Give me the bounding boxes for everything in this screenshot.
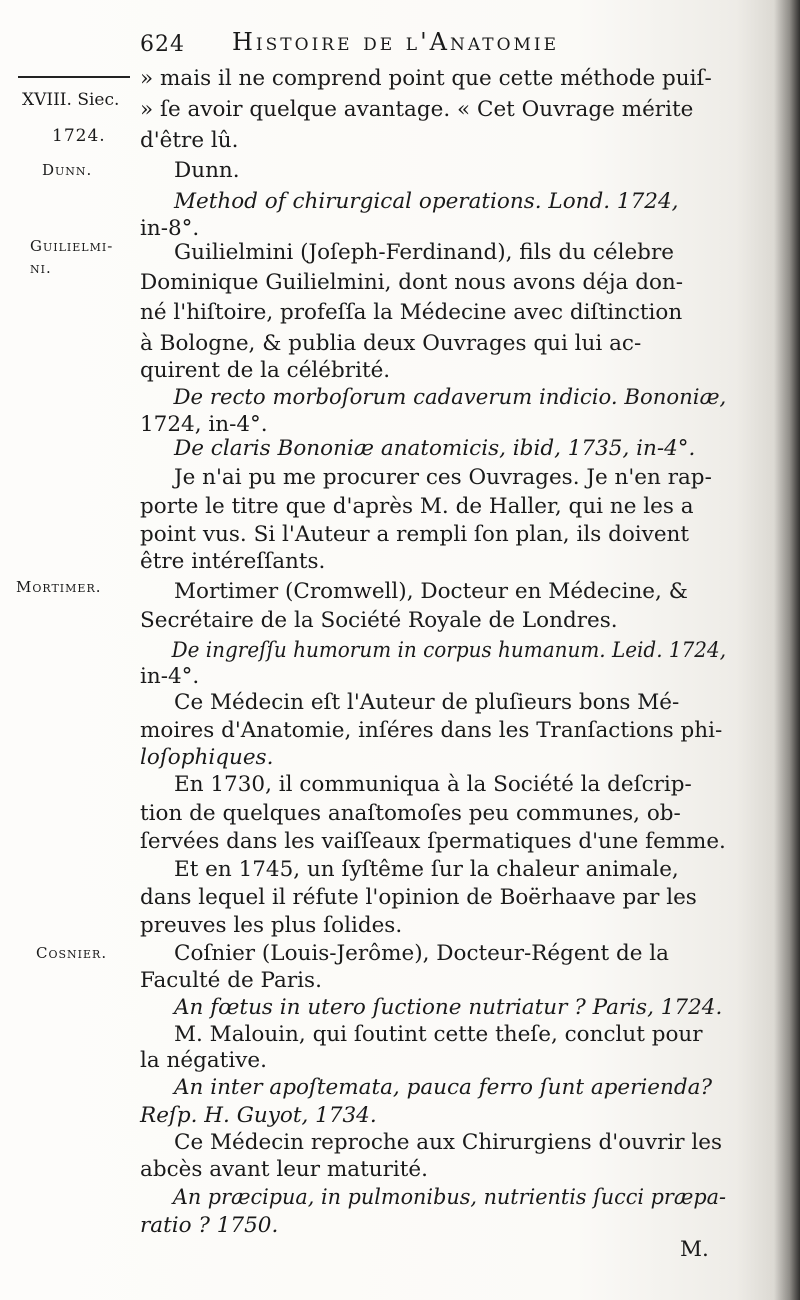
text-line: in-4°. (140, 664, 200, 689)
text-line: Dominique Guilielmini, dont nous avons déja don- (140, 270, 684, 295)
text-line: Ce Médecin reproche aux Chirurgiens d'ouvrir les (174, 1130, 723, 1155)
text-line: à Bologne, & publia deux Ouvrages qui lui ac- (140, 331, 642, 356)
text-line: » ſe avoir quelque avantage. « Cet Ouvrage mérite (140, 97, 694, 122)
margin-entry-mortimer: Mortimer. (16, 578, 102, 596)
text-line: être intéreſſants. (140, 549, 326, 574)
text-line: loſophiques. (140, 745, 274, 770)
page-gutter-shadow (774, 0, 800, 1300)
text-line: quirent de la célébrité. (140, 358, 391, 383)
margin-rule (18, 76, 130, 78)
text-line: dans lequel il réfute l'opinion de Boërhaave par les (140, 885, 697, 910)
text-line: Guilielmini (Joſeph-Ferdinand), fils du célebre (174, 240, 674, 265)
text-line: d'être lû. (140, 128, 239, 153)
text-line: M. Malouin, qui ſoutint cette theſe, conclut pour (174, 1022, 703, 1047)
text-line: Je n'ai pu me procurer ces Ouvrages. Je n'en rap- (174, 465, 712, 490)
text-line: Ce Médecin eſt l'Auteur de pluſieurs bons Mé- (174, 690, 680, 715)
text-line: Secrétaire de la Société Royale de Londres. (140, 608, 618, 633)
margin-entry-guilielmini-1: Guilielmi- (30, 237, 114, 255)
text-line: la négative. (140, 1048, 267, 1073)
text-line: An præcipua, in pulmonibus, nutrientis ſucci præpa- (172, 1185, 727, 1210)
text-line: porte le titre que d'après M. de Haller, qui ne les a (140, 494, 694, 519)
text-line: Faculté de Paris. (140, 968, 322, 993)
margin-century: XVIII. Siec. (22, 90, 120, 110)
text-line: ratio ? 1750. (140, 1213, 279, 1238)
running-header (140, 28, 660, 64)
text-line: De ingreſſu humorum in corpus humanum. Leid. 1724, (171, 638, 727, 663)
text-line: moires d'Anatomie, inſéres dans les Tranſactions phi- (140, 718, 723, 743)
text-line: En 1730, il communiqua à la Société la deſcrip- (174, 772, 692, 797)
text-line: Reſp. H. Guyot, 1734. (140, 1103, 377, 1128)
text-line: » mais il ne comprend point que cette méthode puiſ- (140, 66, 712, 91)
margin-entry-cosnier: Cosnier. (36, 944, 108, 962)
margin-entry-guilielmini-2: ni. (30, 259, 52, 277)
text-line: preuves les plus ſolides. (140, 913, 403, 938)
text-line: An fœtus in utero ſuctione nutriatur ? Paris, 1724. (174, 995, 723, 1020)
text-line: in-8°. (140, 216, 200, 241)
text-line: 1724, in-4°. (140, 412, 268, 437)
text-line: Et en 1745, un ſyſtême ſur la chaleur animale, (174, 857, 679, 882)
text-line: tion de quelques anaſtomoſes peu communes, ob- (140, 801, 681, 826)
text-line: abcès avant leur maturité. (140, 1157, 428, 1182)
text-line: De recto morboſorum cadaverum indicio. Bononiæ, (173, 385, 727, 410)
text-line: An inter apoſtemata, pauca ferro ſunt aperienda? (174, 1075, 712, 1100)
text-line: Method of chirurgical operations. Lond. 1724, (174, 189, 679, 214)
text-line: Mortimer (Cromwell), Docteur en Médecine, & (174, 579, 688, 604)
running-title: Histoire de l'Anatomie (232, 28, 560, 56)
text-line: Dunn. (174, 158, 240, 183)
text-line: ſervées dans les vaiſſeaux ſpermatiques d'une femme. (140, 829, 726, 854)
page-number: 624 (140, 32, 185, 57)
margin-entry-dunn: Dunn. (42, 161, 93, 179)
text-line: point vus. Si l'Auteur a rempli ſon plan, ils doivent (140, 522, 690, 547)
text-line: né l'hiſtoire, profeſſa la Médecine avec diſtinction (140, 300, 683, 325)
text-line: Coſnier (Louis-Jerôme), Docteur-Régent de la (174, 941, 669, 966)
margin-year: 1724. (52, 126, 106, 146)
catchword: M. (680, 1237, 709, 1262)
text-line: De claris Bononiæ anatomicis, ibid, 1735, in-4°. (174, 436, 696, 461)
